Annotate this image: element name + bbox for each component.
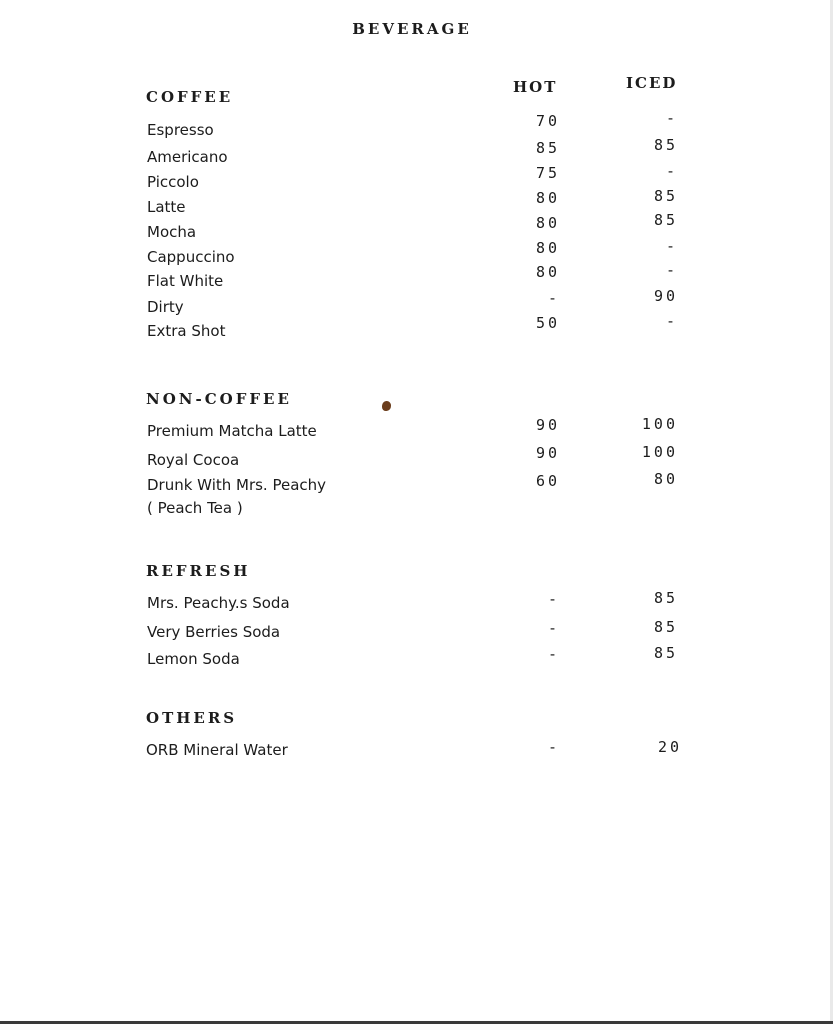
menu-item-name: Americano: [147, 148, 228, 166]
menu-item-name: Latte: [147, 198, 186, 216]
price-iced: 90: [653, 287, 678, 305]
section-title-coffee: COFFEE: [146, 88, 234, 106]
price-iced: -: [665, 312, 678, 330]
menu-item-name: Royal Cocoa: [147, 451, 240, 469]
menu-item-title: Drunk With Mrs. Peachy: [147, 476, 327, 494]
price-iced: 20: [657, 738, 682, 756]
column-header-iced: ICED: [626, 74, 678, 92]
menu-item-name: Very Berries Soda: [147, 623, 281, 641]
menu-item-name: [147, 474, 326, 520]
price-hot: 90: [535, 444, 560, 462]
menu-item-name: ORB Mineral Water: [146, 741, 288, 759]
price-hot: 90: [535, 416, 560, 434]
price-hot: 75: [535, 164, 560, 182]
section-title-others: OTHERS: [146, 709, 238, 727]
stain-mark: [382, 401, 391, 411]
price-hot: -: [547, 738, 560, 756]
price-iced: -: [665, 162, 678, 180]
price-hot: 70: [535, 112, 560, 130]
price-iced: -: [665, 261, 678, 279]
menu-item-name: Espresso: [147, 121, 214, 139]
price-iced: 80: [653, 470, 678, 488]
menu-item-name: Mrs. Peachy.s Soda: [147, 594, 290, 612]
column-header-hot: HOT: [513, 78, 558, 96]
menu-item-name: Premium Matcha Latte: [147, 422, 317, 440]
price-hot: 60: [535, 472, 560, 490]
price-hot: -: [547, 645, 560, 663]
menu-item-name: Cappuccino: [147, 248, 235, 266]
price-iced: -: [665, 109, 678, 127]
price-iced: 85: [653, 187, 678, 205]
price-iced: 85: [653, 618, 678, 636]
menu-item-name: Piccolo: [147, 173, 199, 191]
price-iced: 85: [653, 211, 678, 229]
price-hot: 80: [535, 189, 560, 207]
price-hot: -: [547, 619, 560, 637]
price-hot: 80: [535, 239, 560, 257]
price-iced: 100: [641, 415, 678, 433]
price-iced: 85: [653, 136, 678, 154]
section-title-refresh: REFRESH: [146, 562, 251, 580]
price-hot: 80: [535, 214, 560, 232]
menu-item-subtitle: ( Peach Tea ): [147, 499, 243, 517]
section-title-non-coffee: NON-COFFEE: [146, 390, 292, 408]
menu-item-name: Flat White: [147, 272, 224, 290]
page-title: BEVERAGE: [352, 20, 472, 38]
menu-item-name: Mocha: [147, 223, 197, 241]
menu-item-name: Dirty: [147, 298, 184, 316]
price-hot: -: [547, 590, 560, 608]
price-hot: 85: [535, 139, 560, 157]
price-iced: 85: [653, 589, 678, 607]
price-hot: -: [547, 289, 560, 307]
price-iced: 85: [653, 644, 678, 662]
price-hot: 50: [535, 314, 560, 332]
price-hot: 80: [535, 263, 560, 281]
menu-item-name: Lemon Soda: [147, 650, 240, 668]
price-iced: 100: [641, 443, 678, 461]
price-iced: -: [665, 237, 678, 255]
menu-item-name: Extra Shot: [147, 322, 226, 340]
